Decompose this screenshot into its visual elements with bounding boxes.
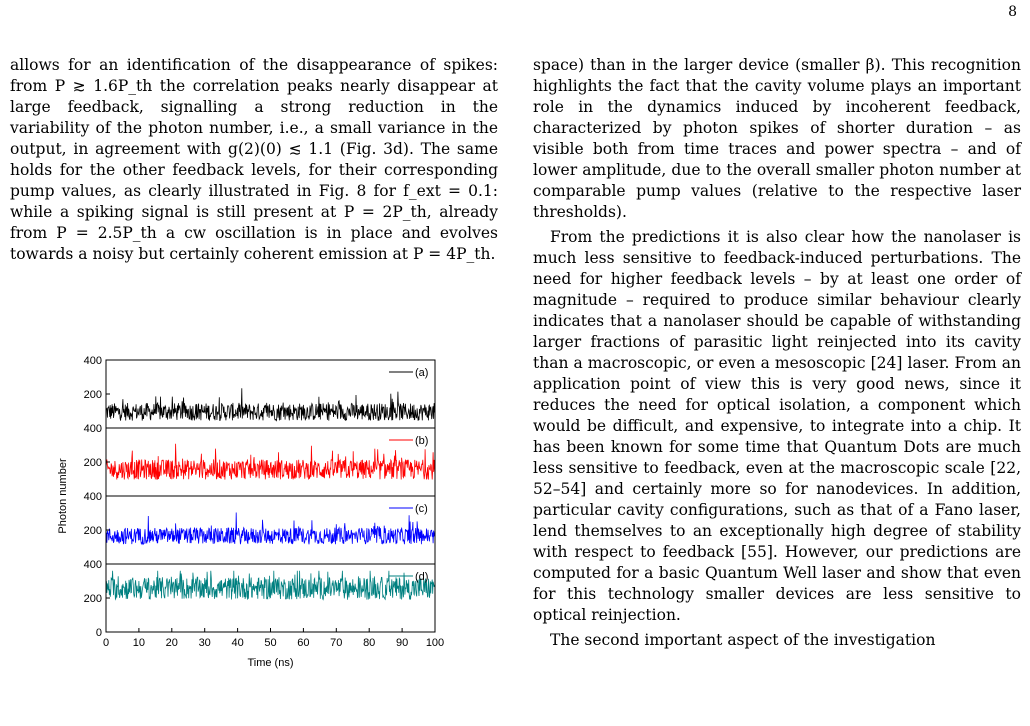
x-axis-label: Time (ns) [247,657,294,669]
ytick-label-2-0: 400 [83,491,102,503]
legend-label-3: (d) [415,571,429,583]
left-paragraph-1: allows for an identification of the disappearance of spikes: from P ≳ 1.6P_th the correlation peaks nearly disappear at large feedback, signalling a strong reduction in the variability of the photon number, i.e., a small variance in the output, in agreement with g(2)(0) ≲ 1.1 (Fig. 3d). The same holds for the other feedback levels, for their corresponding pump values, as clearly illustrated in Fig. 8 for f_ext = 0.1: while a spiking signal is still present at P = 2P_th, already from P = 2.5P_th a cw oscillation is in place and evolves towards a noisy but certainly coherent emission at P = 4P_th. [10,56,498,263]
y-axis-label: Photon number [57,458,69,534]
xtick-label-5: 50 [264,637,277,649]
xtick-label-4: 40 [231,637,244,649]
xtick-label-9: 90 [395,637,409,649]
trace-1 [106,444,435,480]
xtick-label-7: 70 [330,637,343,649]
right-column [533,55,1021,651]
legend-label-1: (b) [415,435,429,447]
ytick-label-3-0: 400 [83,559,102,571]
ytick-label-1-0: 400 [83,423,102,435]
xtick-label-10: 100 [425,637,445,649]
ytick-label-3-2: 0 [95,627,102,639]
xtick-label-0: 0 [102,637,110,649]
xtick-label-6: 60 [297,637,310,649]
trace-3 [106,571,435,600]
xtick-label-3: 30 [198,637,211,649]
xtick-label-1: 10 [132,637,146,649]
panel-frame-0 [106,360,435,428]
xtick-label-2: 20 [165,637,178,649]
legend-label-2: (c) [415,503,428,515]
right-paragraph-3: The second important aspect of the investigation [550,631,936,649]
xtick-label-8: 80 [363,637,376,649]
ytick-label-0-0: 400 [83,355,102,367]
right-paragraph-1: space) than in the larger device (smaller β). This recognition highlights the fact that the cavity volume plays an important role in the dynamics induced by incoherent feedback, characterized by photon spikes of shorter duration – as visible both from time traces and power spectra – and of lower amplitude, due to the overall smaller photon number at comparable pump values (relative to the respective laser thresholds). [533,56,1021,221]
panel-frame-3 [106,564,435,632]
ytick-label-3-1: 200 [83,593,102,605]
trace-2 [106,513,435,545]
trace-0 [106,388,435,420]
panel-frame-1 [106,428,435,496]
left-column [10,55,498,265]
ytick-label-2-1: 200 [83,525,102,537]
photon-number-figure [52,352,452,682]
ytick-label-0-1: 200 [83,389,102,401]
page-number: 8 [1008,4,1017,20]
ytick-label-1-1: 200 [83,457,102,469]
legend-label-0: (a) [415,367,429,379]
right-paragraph-2: From the predictions it is also clear how the nanolaser is much less sensitive to feedback-induced perturbations. The need for higher feedback levels – by at least one order of magnitude – required to produce similar behaviour clearly indicates that a nanolaser should be capable of withstanding larger fractions of parasitic light reinjected into its cavity than a macroscopic, or even a mesoscopic [24] laser. From an application point of view this is very good news, since it reduces the need for optical isolation, a component which would be difficult, and expensive, to integrate into a chip. It has been known for some time that Quantum Dots are much less sensitive to feedback, even at the macroscopic scale [22, 52–54] and certainly more so for nanodevices. In addition, particular cavity configurations, such as that of a Fano laser, lend themselves to an exceptionally high degree of stability with respect to feedback [55]. However, our predictions are computed for a basic Quantum Well laser and show that even for this technology smaller devices are less sensitive to optical reinjection. [533,228,1021,624]
